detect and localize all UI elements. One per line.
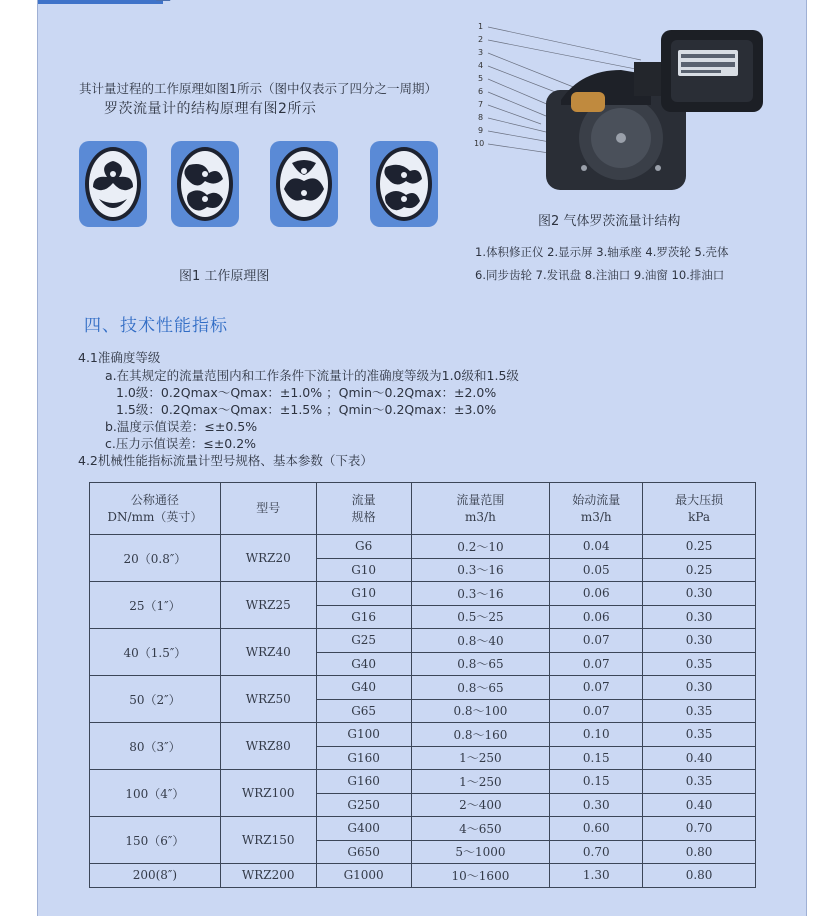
cell-dn: 20（0.8″） [90, 535, 221, 582]
top-accent-bar [38, 0, 163, 4]
table-body [90, 535, 756, 888]
cell-start-flow: 1.30 [550, 864, 643, 888]
cell-max-loss: 0.25 [643, 535, 756, 559]
cell-spec: G65 [316, 699, 411, 723]
cell-model: WRZ150 [220, 817, 316, 864]
cell-start-flow: 0.07 [550, 676, 643, 700]
cell-start-flow: 0.70 [550, 840, 643, 864]
cell-range: 10～1600 [411, 864, 550, 888]
cell-start-flow: 0.04 [550, 535, 643, 559]
table-row [90, 629, 756, 653]
cell-max-loss: 0.80 [643, 864, 756, 888]
figure2-caption: 图2 气体罗茨流量计结构 [538, 214, 681, 229]
cell-range: 0.5～25 [411, 605, 550, 629]
header-max-loss: 最大压损 kPa [643, 483, 756, 535]
rotor-diagram-4 [370, 141, 438, 227]
cell-dn: 40（1.5″） [90, 629, 221, 676]
cell-max-loss: 0.80 [643, 840, 756, 864]
table-row [90, 723, 756, 747]
spec-4-2: 4.2机械性能指标流量计型号规格、基本参数（下表） [78, 453, 373, 468]
cell-spec: G10 [316, 582, 411, 606]
cell-range: 0.8～65 [411, 676, 550, 700]
figure1-caption: 图1 工作原理图 [179, 269, 270, 284]
spec-a: a.在其规定的流量范围内和工作条件下流量计的准确度等级为1.0级和1.5级 [105, 368, 519, 383]
cell-dn: 80（3″） [90, 723, 221, 770]
cell-range: 0.8～65 [411, 652, 550, 676]
cell-spec: G400 [316, 817, 411, 841]
cell-max-loss: 0.35 [643, 652, 756, 676]
cell-spec: G100 [316, 723, 411, 747]
top-accent-tail [156, 0, 178, 10]
callout-8: 8 [478, 113, 484, 122]
cell-spec: G40 [316, 652, 411, 676]
cell-dn: 50（2″） [90, 676, 221, 723]
cell-model: WRZ25 [220, 582, 316, 629]
cell-model: WRZ200 [220, 864, 316, 888]
cell-start-flow: 0.30 [550, 793, 643, 817]
cell-dn: 100（4″） [90, 770, 221, 817]
cell-max-loss: 0.40 [643, 793, 756, 817]
table-row [90, 676, 756, 700]
cell-range: 1～250 [411, 770, 550, 794]
callout-6: 6 [478, 87, 484, 96]
cell-spec: G650 [316, 840, 411, 864]
cell-max-loss: 0.35 [643, 699, 756, 723]
table-row [90, 864, 756, 888]
section-title: 四、技术性能指标 [84, 316, 228, 336]
cell-spec: G25 [316, 629, 411, 653]
cell-model: WRZ100 [220, 770, 316, 817]
cell-start-flow: 0.60 [550, 817, 643, 841]
document-page [37, 0, 807, 916]
cell-start-flow: 0.15 [550, 770, 643, 794]
cell-range: 0.3～16 [411, 582, 550, 606]
rotor-diagram-3 [270, 141, 338, 227]
cell-start-flow: 0.15 [550, 746, 643, 770]
cell-max-loss: 0.30 [643, 605, 756, 629]
cell-model: WRZ50 [220, 676, 316, 723]
cell-max-loss: 0.30 [643, 582, 756, 606]
flowmeter-structure-image [466, 20, 766, 200]
cell-max-loss: 0.25 [643, 558, 756, 582]
cell-range: 0.8～160 [411, 723, 550, 747]
spec-grade-1-5: 1.5级：0.2Qmax～Qmax：±1.5% ；Qmin～0.2Qmax：±3.0% [116, 402, 497, 417]
cell-range: 0.2～10 [411, 535, 550, 559]
table-header-row [90, 483, 756, 535]
header-range: 流量范围 m3/h [411, 483, 550, 535]
table-row [90, 817, 756, 841]
cell-spec: G16 [316, 605, 411, 629]
callout-1: 1 [478, 22, 484, 31]
cell-spec: G6 [316, 535, 411, 559]
callout-5: 5 [478, 74, 484, 83]
cell-spec: G160 [316, 770, 411, 794]
callout-9: 9 [478, 126, 484, 135]
header-spec: 流量 规格 [316, 483, 411, 535]
cell-spec: G10 [316, 558, 411, 582]
header-dn: 公称通径 DN/mm（英寸） [90, 483, 221, 535]
cell-max-loss: 0.40 [643, 746, 756, 770]
cell-dn: 150（6″） [90, 817, 221, 864]
spec-grade-1-0: 1.0级：0.2Qmax～Qmax：±1.0% ；Qmin～0.2Qmax：±2.0% [116, 385, 497, 400]
intro-line-1: 其计量过程的工作原理如图1所示（图中仅表示了四分之一周期） [79, 81, 437, 96]
cell-range: 0.8～100 [411, 699, 550, 723]
cell-start-flow: 0.07 [550, 652, 643, 676]
cell-start-flow: 0.06 [550, 605, 643, 629]
table-row [90, 582, 756, 606]
cell-max-loss: 0.30 [643, 629, 756, 653]
table-row [90, 770, 756, 794]
cell-start-flow: 0.06 [550, 582, 643, 606]
cell-max-loss: 0.30 [643, 676, 756, 700]
cell-range: 2～400 [411, 793, 550, 817]
cell-model: WRZ40 [220, 629, 316, 676]
cell-start-flow: 0.10 [550, 723, 643, 747]
cell-start-flow: 0.07 [550, 629, 643, 653]
intro-line-2: 罗茨流量计的结构原理有图2所示 [104, 101, 317, 117]
cell-range: 1～250 [411, 746, 550, 770]
cell-range: 4～650 [411, 817, 550, 841]
cell-range: 0.8～40 [411, 629, 550, 653]
cell-spec: G40 [316, 676, 411, 700]
cell-model: WRZ20 [220, 535, 316, 582]
cell-model: WRZ80 [220, 723, 316, 770]
cell-spec: G1000 [316, 864, 411, 888]
cell-range: 0.3～16 [411, 558, 550, 582]
spec-c: c.压力示值误差：≤±0.2% [105, 436, 257, 451]
callout-3: 3 [478, 48, 484, 57]
cell-max-loss: 0.35 [643, 770, 756, 794]
table-row [90, 535, 756, 559]
performance-table [89, 482, 756, 888]
callout-4: 4 [478, 61, 484, 70]
cell-max-loss: 0.35 [643, 723, 756, 747]
cell-start-flow: 0.05 [550, 558, 643, 582]
parts-list-line-1: 1.体积修正仪 2.显示屏 3.轴承座 4.罗茨轮 5.壳体 [475, 245, 729, 259]
rotor-diagram-2 [171, 141, 239, 227]
cell-spec: G160 [316, 746, 411, 770]
header-model: 型号 [220, 483, 316, 535]
cell-dn: 200(8″) [90, 864, 221, 888]
cell-dn: 25（1″） [90, 582, 221, 629]
callout-2: 2 [478, 35, 484, 44]
callout-10: 10 [474, 139, 485, 148]
cell-max-loss: 0.70 [643, 817, 756, 841]
parts-list-line-2: 6.同步齿轮 7.发讯盘 8.注油口 9.油窗 10.排油口 [475, 268, 725, 282]
cell-spec: G250 [316, 793, 411, 817]
cell-start-flow: 0.07 [550, 699, 643, 723]
spec-4-1: 4.1准确度等级 [78, 350, 161, 365]
cell-range: 5～1000 [411, 840, 550, 864]
callout-7: 7 [478, 100, 484, 109]
rotor-diagram-1 [79, 141, 147, 227]
spec-b: b.温度示值误差：≤±0.5% [105, 419, 258, 434]
header-start-flow: 始动流量 m3/h [550, 483, 643, 535]
